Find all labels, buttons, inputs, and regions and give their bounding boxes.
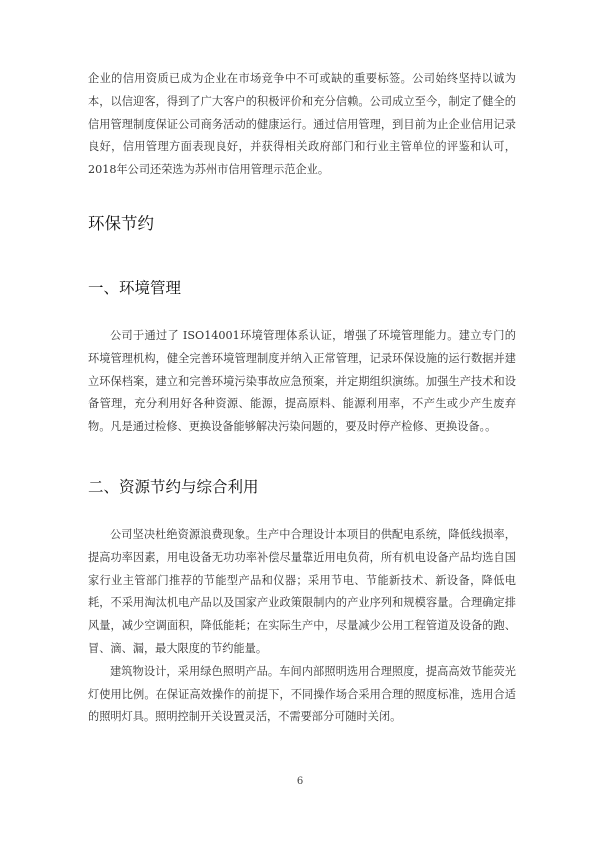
- subsection-heading-environment: 一、环境管理: [88, 278, 182, 297]
- page-content: [88, 68, 516, 729]
- section-title: 环保节约: [88, 213, 154, 233]
- resources-paragraph-2: 建筑物设计，采用绿色照明产品。车间内部照明选用合理照度，提高高效节能荧光灯使用比例。在保证高效操作的前提下，不同操作场合采用合理的照度标准，选用合适的照明灯具。照明控制开关设置灵活，不需要部分可随时关闭。: [88, 664, 516, 724]
- resources-paragraph-1: 公司坚决杜绝资源浪费现象。生产中合理设计本项目的供配电系统，降低线损率，提高功率因素，用电设备无功功率补偿尽量靠近用电负荷，所有机电设备产品均选自国家行业主管部门推荐的节能型产品和仪器；采用节电、节能新技术、新设备，降低电耗，不采用淘汰机电产品以及国家产业政策限制内的产业序列和规模容量。合理确定排风量，减少空调面积，降低能耗；在实际生产中，尽量减少公用工程管道及设备的跑、冒、滴、漏，最大限度的节约能量。: [88, 527, 516, 655]
- page-number: 6: [296, 776, 304, 787]
- intro-paragraph: 企业的信用资质已成为企业在市场竞争中不可或缺的重要标签。公司始终坚持以诚为本，以信迎客，得到了广大客户的积极评价和充分信赖。公司成立至今，制定了健全的信用管理制度保证公司商务活动的健康运行。通过信用管理，到目前为止企业信用记录良好，信用管理方面表现良好，并获得相关政府部门和行业主管单位的评鉴和认可，2018年公司还荣选为苏州市信用管理示范企业。: [88, 72, 516, 177]
- subsection-heading-resources: 二、资源节约与综合利用: [88, 477, 259, 496]
- environment-paragraph: 公司于通过了 ISO14001环境管理体系认证，增强了环境管理能力。建立专门的环境管理机构，健全完善环境管理制度并纳入正常管理，记录环保设施的运行数据并建立环保档案，建立和完善环境污染事故应急预案，并定期组织演练。加强生产技术和设备管理，充分利用好各种资源、能源，提高原料、能源利用率，不产生或少产生废弃物。凡是通过检修、更换设备能够解决污染问题的，要及时停产检修、更换设备。。: [88, 328, 516, 434]
